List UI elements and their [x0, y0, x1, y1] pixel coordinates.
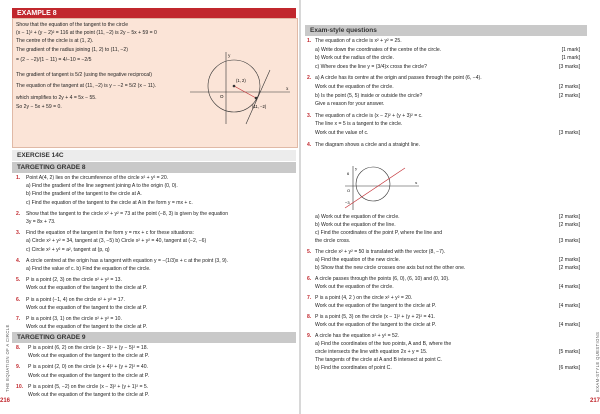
exam-line-number: 8. [307, 314, 312, 320]
exam-line-text: a) Find the equation of the new circle. [315, 257, 400, 263]
example-line: Show that the equation of the tangent to the circle [16, 22, 129, 28]
exam-line-text: The line x = 5 is a tangent to the circle. [315, 121, 403, 128]
exam-line-marks: [4 marks] [559, 284, 580, 290]
grade9-header: TARGETING GRADE 9 [12, 332, 296, 343]
grade9-line-text: P is a point (5, −2) on the circle (x − 3)² + (y + 1)² = 5. [28, 383, 149, 390]
exam-line-marks: [2 marks] [559, 222, 580, 228]
q4-axis-x: x [415, 180, 418, 185]
left-page-number: 216 [0, 398, 11, 404]
right-side-tab [590, 300, 600, 410]
grade8-line-number: 2. [16, 210, 21, 217]
ex-centre-label: (1, 2) [236, 78, 246, 83]
right-page-number: 217 [590, 398, 600, 404]
example-line: So 2y − 5x + 59 = 0. [16, 104, 62, 110]
grade8-header: TARGETING GRADE 8 [12, 162, 296, 173]
ex-point-label: (11, −2) [252, 104, 267, 109]
exam-line-marks: [2 marks] [559, 214, 580, 220]
exam-line-text: the circle cross. [315, 238, 351, 244]
exam-line-number: 3. [307, 112, 312, 119]
exam-questions-title: Exam-style questions [305, 25, 587, 36]
exam-line-marks: [5 marks] [559, 349, 580, 355]
exam-line-text: b) Find the coordinates of point C. [315, 365, 392, 371]
exam-line-text: The diagram shows a circle and a straight line. [315, 141, 421, 148]
exam-line-marks: [6 marks] [559, 365, 580, 371]
exam-line-marks: [4 marks] [559, 303, 580, 309]
grade8-line-text: a) Find the value of c. b) Find the equation of the circle. [26, 266, 151, 272]
grade8-line-text: A circle centred at the origin has a tangent with equation y = −(1/3)x + c at the point (3, 9). [26, 257, 229, 264]
exam-line-number: 1. [307, 38, 312, 44]
grade8-line-text: a) Circle x² + y² = 34, tangent at (3, −5) b) Circle x² + y² = 40, tangent at (−2, −6) [26, 238, 207, 245]
ex-axis-x: x [286, 87, 289, 92]
exam-line-text: Work out the value of c. [315, 130, 369, 136]
grade8-line-number: 4. [16, 257, 21, 264]
exam-line-text: The equation of a circle is x² + y² = 25. [315, 38, 402, 44]
grade8-line-text: Find the equation of the tangent in the form y = mx + c for these situations: [26, 230, 194, 237]
exam-line-number: 4. [307, 141, 312, 148]
left-side-tab-label: THE EQUATION OF A CIRCLE [5, 324, 10, 392]
example-line: The gradient of the radius joining (1, 2) to (11, −2) [16, 47, 128, 53]
exam-line-text: c) Find the coordinates of the point P, where the line and [315, 230, 443, 236]
exam-line-text: Work out the equation of the circle. [315, 284, 394, 290]
grade9-line-text: P is a point (6, 2) on the circle (x − 3)² + (y − 5)² = 18. [28, 345, 148, 351]
grade9-line-number: 8. [16, 345, 21, 351]
exam-line-marks: [3 marks] [559, 238, 580, 244]
example-line: The equation of the tangent at (11, −2) is y − −2 = 5/2 (x − 11). [16, 83, 157, 89]
grade8-line-text: Work out the equation of the tangent to the circle at P. [26, 304, 148, 311]
example-header: EXAMPLE 8 [12, 8, 296, 19]
grade8-line-text: 3y = 8x + 73. [26, 219, 56, 225]
grade8-line-number: 7. [16, 316, 21, 322]
q4-y-mark-neg: −3 [345, 200, 350, 205]
left-page [0, 0, 299, 414]
grade9-line-text: Work out the equation of the tangent to the circle at P. [28, 372, 150, 379]
grade8-line-text: P is a point (3, 1) on the circle x² + y² = 10. [26, 316, 122, 322]
exam-line-marks: [4 marks] [559, 322, 580, 328]
exam-line-marks: [3 marks] [559, 63, 580, 70]
exam-line-text: a) Write down the coordinates of the centre of the circle. [315, 46, 442, 53]
left-side-tab [0, 300, 10, 410]
exam-line-marks: [3 marks] [559, 130, 580, 136]
grade8-line-number: 5. [16, 277, 21, 284]
grade8-line-text: Show that the tangent to the circle x² + y² = 73 at the point (−8, 3) is given by the equation [26, 210, 229, 217]
exam-line-text: A circle passes through the points (6, 0), (6, 10) and (0, 10). [315, 276, 450, 282]
q4-y-mark: 6 [347, 171, 350, 176]
exam-line-text: The equation of a circle is (x − 2)² + (y + 3)² = c. [315, 112, 423, 119]
grade8-line-text: P is a point (2, 3) on the circle x² + y² = 13. [26, 277, 122, 284]
example-line: which simplifies to 2y + 4 = 5x − 55. [16, 95, 97, 101]
exam-line-text: b) Work out the radius of the circle. [315, 55, 394, 62]
exam-line-text: b) Show that the new circle crosses one axis but not the other one. [315, 265, 466, 271]
exam-line-number: 6. [307, 276, 312, 282]
exam-line-text: a) Work out the equation of the circle. [315, 214, 400, 220]
q4-origin: O [347, 188, 351, 193]
right-page [301, 0, 600, 414]
grade9-line-text: P is a point (2, 0) on the circle (x + 4)² + (y + 2)² = 40. [28, 364, 148, 371]
example-line: (x − 1)² + (y − 2)² = 116 at the point (11, −2) is 2y − 5x + 59 = 0 [16, 30, 157, 36]
exam-line-number: 5. [307, 249, 312, 255]
grade8-line-text: Work out the equation of the tangent to the circle at P. [26, 324, 148, 331]
exam-line-text: A circle has the equation x² + y² = 52. [315, 333, 400, 339]
example-line: The gradient of tangent is 5/2 (using the negative reciprocal) [16, 72, 152, 78]
exam-line-text: P is a point (4, 2 ) on the circle x² + y² = 20. [315, 295, 413, 301]
example-diagram [186, 48, 294, 126]
exam-line-text: a) Find the coordinates of the two points, A and B, where the [315, 341, 452, 347]
exam-line-text: Give a reason for your answer. [315, 101, 385, 108]
exam-line-text: Work out the equation of the tangent to the circle at P. [315, 322, 437, 328]
exam-line-number: 9. [307, 333, 312, 339]
exam-line-text: b) Work out the equation of the line. [315, 222, 396, 228]
grade8-line-text: a) Find the gradient of the line segment joining A to the origin (0, 0). [26, 183, 178, 190]
exam-line-text: The circle x² + y² = 50 is translated with the vector (8, −7). [315, 249, 446, 255]
exam-line-marks: [1 mark] [561, 46, 580, 53]
exam-line-marks: [2 marks] [559, 84, 580, 90]
grade8-line-text: P is a point (−1, 4) on the circle x² + y² = 17. [26, 296, 125, 303]
example-line: = (2 − −2)/(1 − 11) = 4/−10 = −2/5 [16, 57, 92, 63]
exam-line-marks: [2 marks] [559, 257, 580, 263]
grade8-line-number: 6. [16, 296, 21, 303]
ex-axis-y: y [228, 54, 231, 59]
exam-line-marks: [2 marks] [559, 92, 580, 99]
grade8-line-text: b) Find the gradient of the tangent to the circle at A. [26, 191, 142, 198]
grade9-line-text: Work out the equation of the tangent to the circle at P. [28, 392, 150, 398]
exam-line-text: circle intersects the line with equation 2x + y = 15. [315, 349, 428, 355]
exam-line-marks: [1 mark] [561, 55, 580, 62]
exam-line-text: Work out the equation of the circle. [315, 84, 394, 90]
grade8-line-text: Work out the equation of the tangent to the circle at P. [26, 285, 148, 292]
exam-line-text: The tangents of the circle at A and B intersect at point C. [315, 357, 443, 363]
grade8-line-number: 3. [16, 230, 21, 237]
question4-diagram [343, 164, 421, 212]
exam-line-text: a) A circle has its centre at the origin and passes through the point (6, −4). [315, 75, 482, 82]
example-line: The centre of the circle is at (1, 2). [16, 38, 94, 44]
right-side-tab-label: EXAM-STYLE QUESTIONS [595, 331, 600, 392]
grade9-line-text: Work out the equation of the tangent to the circle at P. [28, 353, 150, 360]
q4-axis-y: y [355, 166, 358, 171]
exam-line-number: 2. [307, 75, 312, 82]
exam-line-text: c) Where does the line y = (3/4)x cross the circle? [315, 63, 427, 70]
ex-origin: O [220, 94, 224, 99]
grade8-line-text: Point A(4, 2) lies on the circumference of the circle x² + y² = 20. [26, 175, 169, 181]
exam-line-text: P is a point (5, 3) on the circle (x − 1)² + (y + 2)² = 41. [315, 314, 435, 320]
exercise-title: EXERCISE 14C [12, 150, 296, 161]
grade9-line-number: 9. [16, 364, 21, 371]
exam-line-number: 7. [307, 295, 312, 301]
grade9-line-number: 10. [16, 383, 24, 390]
exam-line-marks: [2 marks] [559, 265, 580, 271]
grade8-line-text: c) Find the equation of the tangent to the circle at A in the form y = mx + c. [26, 199, 193, 206]
grade8-line-text: c) Circle x² + y² = a², tangent at (p, q) [26, 246, 110, 253]
exam-line-text: Work out the equation of the tangent to the circle at P. [315, 303, 437, 309]
exam-line-text: b) Is the point (5, 5) inside or outside the circle? [315, 92, 423, 99]
grade8-line-number: 1. [16, 175, 21, 181]
